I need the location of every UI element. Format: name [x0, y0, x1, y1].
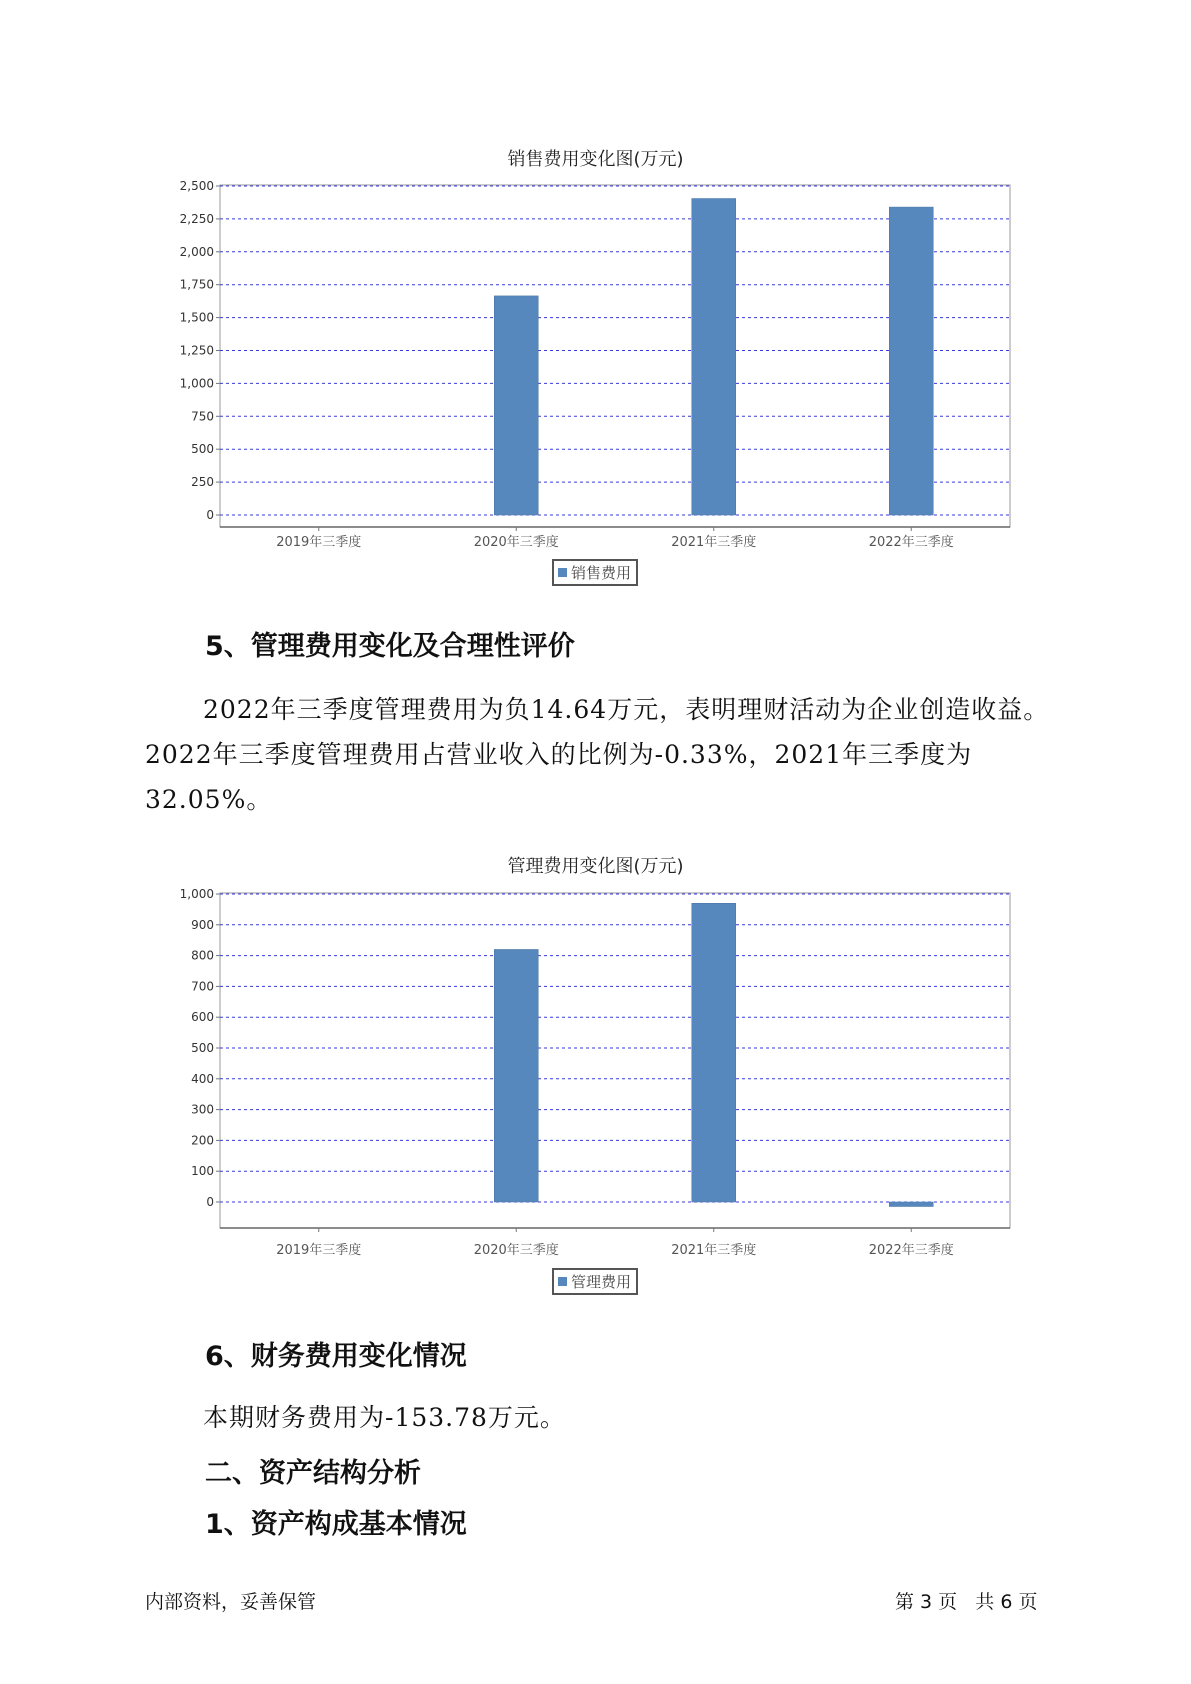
x-tick-label: 2019年三季度 — [276, 535, 362, 550]
y-tick-label: 800 — [191, 948, 214, 963]
x-tick-label: 2021年三季度 — [671, 1243, 757, 1258]
mgmt-expense-chart-title: 管理费用变化图(万元) — [507, 856, 684, 877]
y-tick-label: 2,250 — [179, 211, 214, 226]
bar — [494, 949, 538, 1202]
mgmt-expense-paragraph-line-2: 2022年三季度管理费用占营业收入的比例为-0.33%，2021年三季度为 — [145, 740, 973, 769]
y-tick-label: 200 — [191, 1133, 214, 1148]
footer-confidential-note: 内部资料，妥善保管 — [145, 1591, 317, 1613]
x-tick-label: 2021年三季度 — [671, 535, 757, 550]
y-tick-label: 1,250 — [179, 343, 214, 358]
asset-structure-heading: 二、资产结构分析 — [205, 1458, 421, 1489]
legend-label: 管理费用 — [571, 1273, 632, 1291]
y-tick-label: 250 — [191, 475, 214, 490]
y-tick-label: 100 — [191, 1164, 214, 1179]
mgmt-expense-paragraph-line-3: 32.05%。 — [145, 785, 273, 814]
bar — [692, 903, 736, 1202]
x-tick-label: 2019年三季度 — [276, 1243, 362, 1258]
y-tick-label: 500 — [191, 1041, 214, 1055]
y-tick-label: 400 — [191, 1071, 214, 1086]
y-tick-label: 0 — [206, 508, 214, 522]
x-tick-label: 2020年三季度 — [473, 535, 559, 550]
y-tick-label: 500 — [191, 442, 214, 457]
y-tick-label: 1,000 — [179, 887, 214, 901]
legend-swatch-icon — [558, 1277, 567, 1286]
y-tick-label: 0 — [206, 1195, 214, 1209]
asset-composition-heading: 1、资产构成基本情况 — [205, 1509, 467, 1540]
finance-expense-paragraph: 本期财务费用为-153.78万元。 — [203, 1403, 566, 1432]
mgmt-expense-paragraph-line-1: 2022年三季度管理费用为负14.64万元，表明理财活动为企业创造收益。 — [203, 695, 1050, 724]
mgmt-expense-heading: 5、管理费用变化及合理性评价 — [205, 631, 575, 662]
y-tick-label: 700 — [191, 979, 214, 994]
chart-plot — [180, 887, 1010, 1258]
x-tick-label: 2022年三季度 — [868, 535, 954, 550]
x-tick-label: 2022年三季度 — [868, 1243, 954, 1258]
y-tick-label: 600 — [191, 1010, 214, 1025]
x-tick-label: 2020年三季度 — [473, 1243, 559, 1258]
y-tick-label: 750 — [191, 409, 214, 424]
y-tick-label: 300 — [191, 1102, 214, 1117]
mgmt-expense-legend — [552, 1268, 638, 1295]
y-tick-label: 2,500 — [179, 179, 214, 193]
finance-expense-heading: 6、财务费用变化情况 — [205, 1341, 467, 1372]
sales-expense-chart-title: 销售费用变化图(万元) — [507, 149, 684, 170]
legend-label: 销售费用 — [571, 564, 632, 582]
y-tick-label: 1,750 — [179, 277, 214, 292]
y-tick-label: 1,500 — [179, 310, 214, 325]
y-tick-label: 2,000 — [179, 244, 214, 259]
plot-frame — [220, 893, 1010, 1228]
footer-page-number: 第 3 页 共 6 页 — [895, 1591, 1038, 1613]
bar — [889, 1202, 933, 1207]
y-tick-label: 900 — [191, 917, 214, 932]
y-tick-label: 1,000 — [179, 376, 214, 391]
